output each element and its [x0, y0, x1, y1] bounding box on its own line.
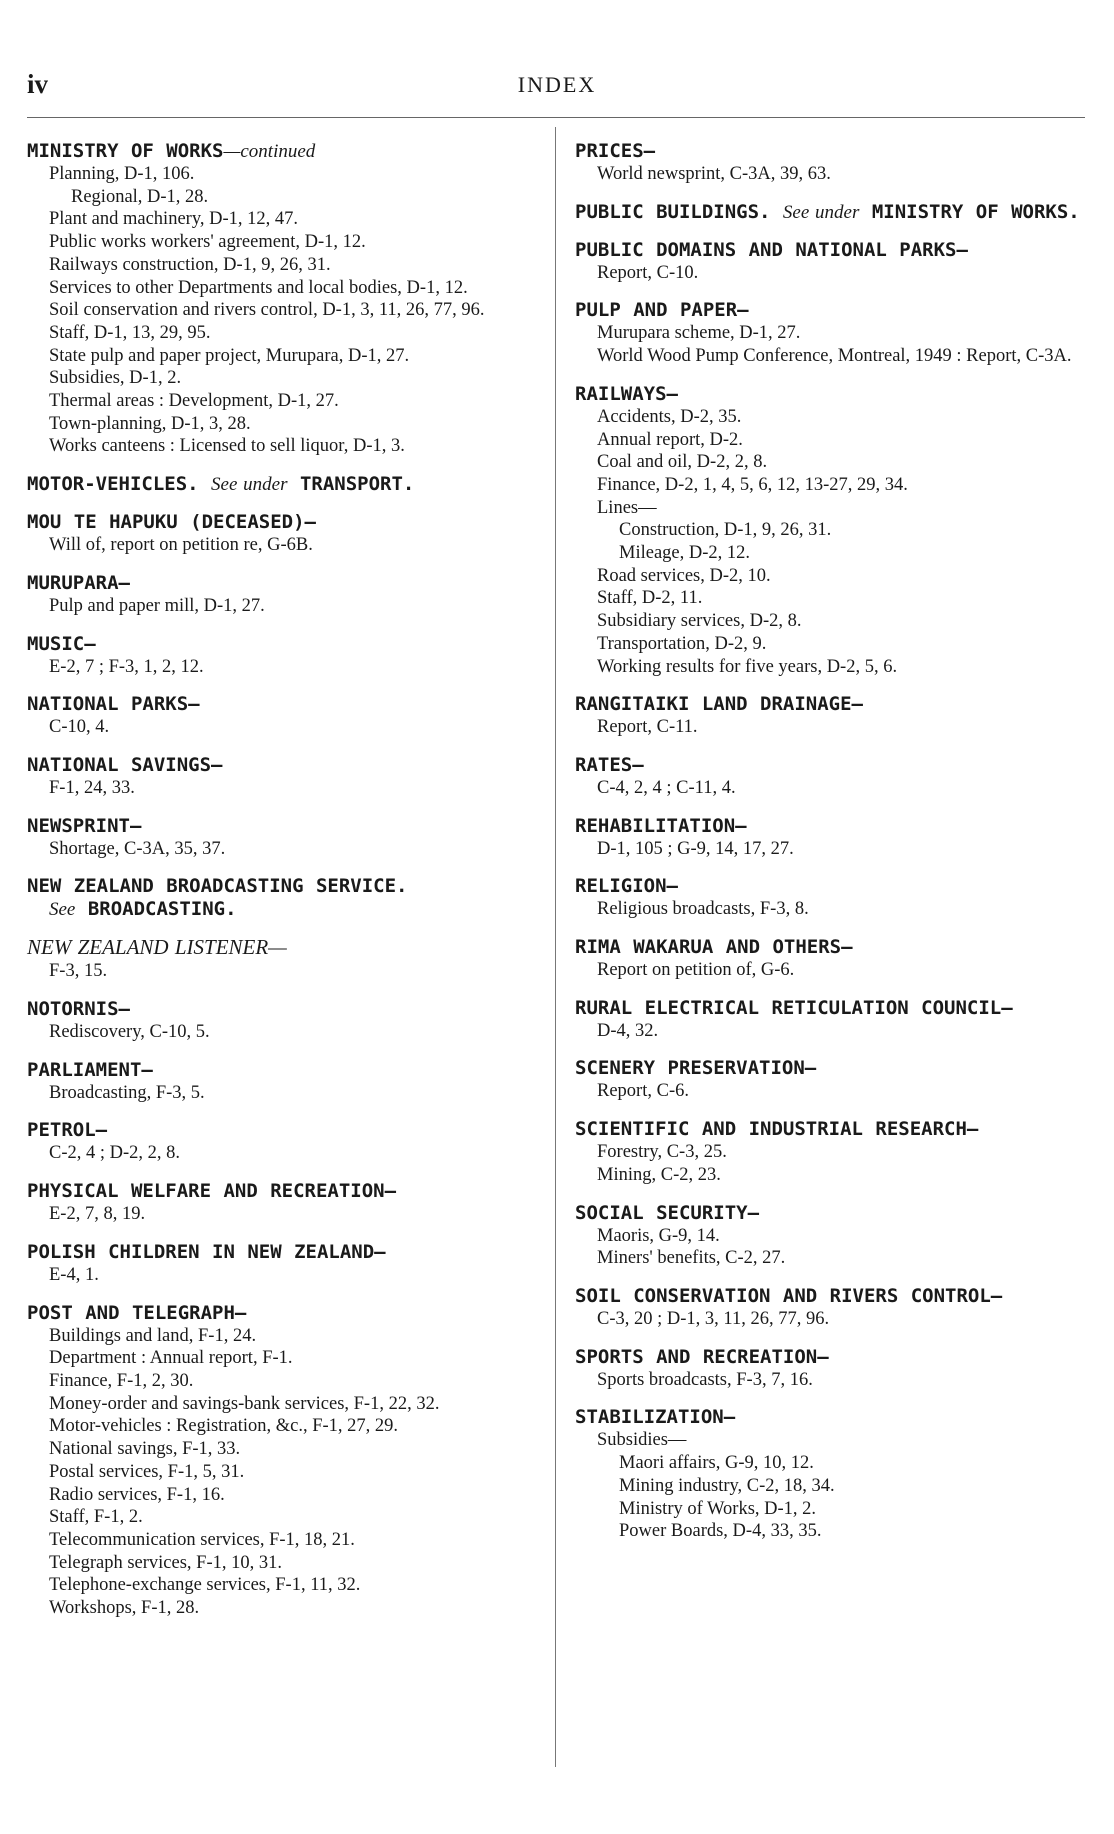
- heading-continued: —continued: [223, 141, 316, 162]
- see-target: TRANSPORT.: [299, 473, 415, 496]
- entry-heading: [575, 1346, 1091, 1369]
- heading-text: PUBLIC BUILDINGS.: [575, 200, 771, 223]
- entry-subline: Postal services, F-1, 5, 31.: [49, 1461, 245, 1482]
- entry-heading: [575, 383, 1091, 406]
- entry-heading: [575, 1406, 1091, 1429]
- index-entry-pulp-and-paper: [575, 299, 1091, 367]
- entry-subline: D-1, 105 ; G-9, 14, 17, 27.: [597, 838, 794, 859]
- index-entry-religion: [575, 875, 1091, 921]
- index-entry-soil-conservation-and-rivers-control: [575, 1285, 1091, 1331]
- entry-subline: Mining industry, C-2, 18, 34.: [619, 1475, 835, 1496]
- heading-text: NOTORNIS—: [27, 998, 130, 1021]
- entry-subline: Ministry of Works, D-1, 2.: [619, 1498, 817, 1519]
- entry-heading: [575, 1057, 1091, 1080]
- entry-subline: E-2, 7 ; F-3, 1, 2, 12.: [49, 656, 204, 677]
- entry-subline: Report, C-6.: [597, 1081, 689, 1102]
- index-entry-national-parks: [27, 693, 543, 739]
- entry-subline: Subsidiary services, D-2, 8.: [597, 611, 802, 632]
- page-number: iv: [27, 69, 49, 99]
- entry-heading: [27, 1119, 543, 1142]
- entry-heading: [27, 936, 543, 960]
- index-entry-post-and-telegraph: [27, 1302, 543, 1620]
- index-entry-ministry-of-works: [27, 140, 543, 458]
- index-entry-rates: [575, 754, 1091, 800]
- entry-heading: [27, 998, 543, 1021]
- heading-text: RATES—: [575, 753, 644, 776]
- entry-subline: Murupara scheme, D-1, 27.: [597, 323, 801, 344]
- entry-subline: Motor-vehicles : Registration, &c., F-1, 27, 29.: [49, 1416, 399, 1437]
- entry-subline: Radio services, F-1, 16.: [49, 1484, 225, 1505]
- index-entry-murupara: [27, 572, 543, 618]
- index-entry-stabilization: [575, 1406, 1091, 1543]
- header-rule: [27, 117, 1085, 118]
- index-entry-rima-wakarua-and-others: [575, 936, 1091, 982]
- entry-subline: Telephone-exchange services, F-1, 11, 32.: [49, 1575, 361, 1596]
- entry-subline: C-4, 2, 4 ; C-11, 4.: [597, 777, 736, 798]
- entry-heading: [575, 1202, 1091, 1225]
- entry-subline: Mileage, D-2, 12.: [619, 543, 751, 564]
- heading-text: POLISH CHILDREN IN NEW ZEALAND—: [27, 1240, 386, 1263]
- entry-heading: [575, 875, 1091, 898]
- heading-text: PHYSICAL WELFARE AND RECREATION—: [27, 1180, 397, 1203]
- entry-subline: State pulp and paper project, Murupara, D-1, 27.: [49, 345, 410, 366]
- heading-text: POST AND TELEGRAPH—: [27, 1301, 247, 1324]
- heading-text: REHABILITATION—: [575, 814, 747, 837]
- entry-heading: [575, 815, 1091, 838]
- entry-subline: Department : Annual report, F-1.: [49, 1348, 293, 1369]
- entry-subline: Staff, D-1, 13, 29, 95.: [49, 322, 211, 343]
- heading-text: SCIENTIFIC AND INDUSTRIAL RESEARCH—: [575, 1118, 979, 1141]
- entry-subline: Broadcasting, F-3, 5.: [49, 1082, 205, 1103]
- entry-subline: C-10, 4.: [49, 717, 110, 738]
- entry-heading: [575, 239, 1091, 262]
- entry-heading: [575, 936, 1091, 959]
- index-entry-sports-and-recreation: [575, 1346, 1091, 1392]
- heading-text: MUSIC—: [27, 632, 96, 655]
- index-entry-parliament: [27, 1059, 543, 1105]
- entry-subline: E-2, 7, 8, 19.: [49, 1204, 146, 1225]
- index-entry-scenery-preservation: [575, 1057, 1091, 1103]
- see-reference: See under: [782, 201, 860, 223]
- entry-subline: Money-order and savings-bank services, F-1, 22, 32.: [49, 1393, 440, 1414]
- heading-text: NEW ZEALAND BROADCASTING SERVICE.: [27, 875, 408, 898]
- page-title: INDEX: [517, 72, 597, 97]
- entry-heading: [575, 693, 1091, 716]
- index-entry-music: [27, 633, 543, 679]
- index-entry-rehabilitation: [575, 815, 1091, 861]
- entry-heading: [575, 299, 1091, 322]
- entry-heading: [27, 572, 543, 595]
- heading-text: PETROL—: [27, 1119, 108, 1142]
- heading-text: MINISTRY OF WORKS: [27, 140, 224, 162]
- entry-heading: [27, 1241, 543, 1264]
- heading-text: NEWSPRINT—: [27, 814, 142, 837]
- heading-text: NATIONAL PARKS—: [27, 693, 200, 716]
- index-entry-petrol: [27, 1119, 543, 1165]
- index-entry-motor-vehicles: [27, 473, 543, 496]
- entry-subline: D-4, 32.: [597, 1020, 659, 1041]
- entry-heading: [575, 1285, 1091, 1308]
- entry-heading: [27, 511, 543, 534]
- entry-heading: [575, 754, 1091, 777]
- entry-subline: National savings, F-1, 33.: [49, 1439, 241, 1460]
- index-entry-rural-electrical-reticulation-council: [575, 997, 1091, 1043]
- entry-heading: [27, 140, 543, 163]
- entry-subline: Miners' benefits, C-2, 27.: [597, 1248, 786, 1269]
- entry-subline: Rediscovery, C-10, 5.: [49, 1022, 210, 1043]
- entry-heading: [575, 997, 1091, 1020]
- entry-heading: [575, 201, 1091, 224]
- entry-subline: Town-planning, D-1, 3, 28.: [49, 413, 251, 434]
- page-header: [0, 0, 1114, 110]
- entry-subline: Staff, F-1, 2.: [49, 1507, 143, 1528]
- see-target: MINISTRY OF WORKS.: [871, 200, 1080, 223]
- entry-subline: World Wood Pump Conference, Montreal, 1949 : Report, C-3A.: [597, 346, 1072, 367]
- heading-text: NEW ZEALAND LISTENER—: [27, 935, 287, 960]
- entry-subline: Power Boards, D-4, 33, 35.: [619, 1521, 822, 1542]
- entry-subline: Staff, D-2, 11.: [597, 588, 703, 609]
- index-entry-rangitaiki-land-drainage: [575, 693, 1091, 739]
- entry-subline: Buildings and land, F-1, 24.: [49, 1325, 257, 1346]
- heading-text: SOIL CONSERVATION AND RIVERS CONTROL—: [575, 1284, 1003, 1307]
- heading-text: PULP AND PAPER—: [575, 299, 749, 322]
- entry-subline: Accidents, D-2, 35.: [597, 406, 742, 427]
- index-entry-physical-welfare-and-recreation: [27, 1180, 543, 1226]
- entry-subline: Railways construction, D-1, 9, 26, 31.: [49, 254, 331, 275]
- index-column-left: [27, 140, 543, 1635]
- entry-subline: Regional, D-1, 28.: [71, 186, 209, 207]
- entry-subline: Planning, D-1, 106.: [49, 164, 195, 184]
- entry-subline: E-4, 1.: [49, 1264, 99, 1285]
- index-entry-national-savings: [27, 754, 543, 800]
- entry-subline: Mining, C-2, 23.: [597, 1164, 721, 1185]
- entry-subline: Road services, D-2, 10.: [597, 565, 771, 586]
- heading-text: RURAL ELECTRICAL RETICULATION COUNCIL—: [575, 996, 1013, 1019]
- entry-subline: Working results for five years, D-2, 5, 6.: [597, 656, 898, 677]
- index-entry-public-buildings: [575, 201, 1091, 224]
- entry-subline: F-1, 24, 33.: [49, 777, 135, 798]
- entry-subline: Subsidies, D-1, 2.: [49, 368, 182, 389]
- entry-subline: Workshops, F-1, 28.: [49, 1598, 200, 1619]
- heading-text: RANGITAIKI LAND DRAINAGE—: [575, 693, 863, 716]
- entry-subline: Construction, D-1, 9, 26, 31.: [619, 520, 832, 541]
- heading-text: SOCIAL SECURITY—: [575, 1201, 760, 1224]
- heading-text: NATIONAL SAVINGS—: [27, 753, 223, 776]
- index-entry-newsprint: [27, 815, 543, 861]
- heading-text: PRICES—: [575, 140, 656, 162]
- index-entry-new-zealand-listener: [27, 936, 543, 983]
- index-entry-notornis: [27, 998, 543, 1044]
- entry-heading: [27, 1059, 543, 1082]
- entry-heading: [27, 1302, 543, 1325]
- heading-text: MOTOR-VEHICLES.: [27, 473, 199, 496]
- index-entry-prices: [575, 140, 1091, 186]
- entry-subline: Services to other Departments and local bodies, D-1, 12.: [49, 277, 468, 298]
- entry-subline: Public works workers' agreement, D-1, 12.: [49, 232, 366, 253]
- heading-text: MOU TE HAPUKU (DECEASED)—: [27, 511, 316, 534]
- entry-subline: Transportation, D-2, 9.: [597, 633, 767, 654]
- entry-subline: C-2, 4 ; D-2, 2, 8.: [49, 1143, 181, 1164]
- entry-heading: [27, 815, 543, 838]
- entry-subline: Works canteens : Licensed to sell liquor, D-1, 3.: [49, 436, 405, 457]
- heading-text: SPORTS AND RECREATION—: [575, 1345, 829, 1368]
- entry-subline: Report on petition of, G-6.: [597, 960, 795, 981]
- entry-subline: Report, C-10.: [597, 262, 699, 283]
- entry-subline: Plant and machinery, D-1, 12, 47.: [49, 209, 299, 230]
- heading-text: SCENERY PRESERVATION—: [575, 1057, 817, 1080]
- index-entry-social-security: [575, 1202, 1091, 1270]
- entry-heading: [575, 140, 1091, 163]
- entry-heading: [27, 473, 543, 496]
- see-reference: See: [49, 899, 76, 921]
- index-entry-railways: [575, 383, 1091, 678]
- entry-heading: [575, 1118, 1091, 1141]
- entry-heading: [27, 693, 543, 716]
- see-line: [27, 898, 543, 921]
- index-entry-polish-children-in-new-zealand: [27, 1241, 543, 1287]
- entry-subline: F-3, 15.: [49, 961, 108, 982]
- entry-subline: Thermal areas : Development, D-1, 27.: [49, 391, 339, 412]
- index-entry-public-domains-and-national-parks: [575, 239, 1091, 285]
- entry-subline: Religious broadcasts, F-3, 8.: [597, 899, 809, 920]
- entry-subline: Will of, report on petition re, G-6B.: [49, 535, 313, 556]
- entry-heading: [27, 1180, 543, 1203]
- entry-subline: Shortage, C-3A, 35, 37.: [49, 838, 226, 859]
- entry-subline: C-3, 20 ; D-1, 3, 11, 26, 77, 96.: [597, 1308, 830, 1329]
- entry-subline: Annual report, D-2.: [597, 429, 743, 450]
- see-target: BROADCASTING.: [87, 898, 237, 921]
- heading-text: STABILIZATION—: [575, 1406, 736, 1429]
- entry-subline: Soil conservation and rivers control, D-1, 3, 11, 26, 77, 96.: [49, 300, 485, 321]
- heading-text: PARLIAMENT—: [27, 1058, 153, 1081]
- heading-text: RELIGION—: [575, 875, 678, 898]
- entry-subline: Coal and oil, D-2, 2, 8.: [597, 452, 768, 473]
- column-divider: [555, 127, 556, 1767]
- entry-heading: [27, 875, 543, 898]
- heading-text: MURUPARA—: [27, 571, 130, 594]
- entry-subline: Report, C-11.: [597, 717, 698, 738]
- index-entry-mou-te-hapuku-deceased: [27, 511, 543, 557]
- entry-subline: Lines—: [597, 497, 657, 518]
- entry-subline: Telecommunication services, F-1, 18, 21.: [49, 1529, 355, 1550]
- entry-subline: Pulp and paper mill, D-1, 27.: [49, 595, 265, 616]
- entry-subline: Maoris, G-9, 14.: [597, 1225, 720, 1246]
- heading-text: RIMA WAKARUA AND OTHERS—: [575, 936, 853, 959]
- entry-subline: Finance, D-2, 1, 4, 5, 6, 12, 13-27, 29, 34.: [597, 474, 908, 495]
- entry-subline: World newsprint, C-3A, 39, 63.: [597, 164, 831, 184]
- entry-subline: Maori affairs, G-9, 10, 12.: [619, 1453, 814, 1474]
- index-column-right: [575, 140, 1091, 1558]
- entry-subline: Finance, F-1, 2, 30.: [49, 1370, 194, 1391]
- index-entry-scientific-and-industrial-research: [575, 1118, 1091, 1186]
- entry-heading: [27, 754, 543, 777]
- entry-subline: Sports broadcasts, F-3, 7, 16.: [597, 1369, 813, 1390]
- entry-subline: Telegraph services, F-1, 10, 31.: [49, 1552, 282, 1573]
- entry-heading: [27, 633, 543, 656]
- see-reference: See under: [211, 474, 288, 496]
- heading-text: RAILWAYS—: [575, 382, 678, 405]
- index-entry-new-zealand-broadcasting-service: [27, 875, 543, 921]
- heading-text: PUBLIC DOMAINS AND NATIONAL PARKS—: [575, 238, 968, 261]
- entry-subline: Subsidies—: [597, 1430, 687, 1451]
- entry-subline: Forestry, C-3, 25.: [597, 1142, 727, 1163]
